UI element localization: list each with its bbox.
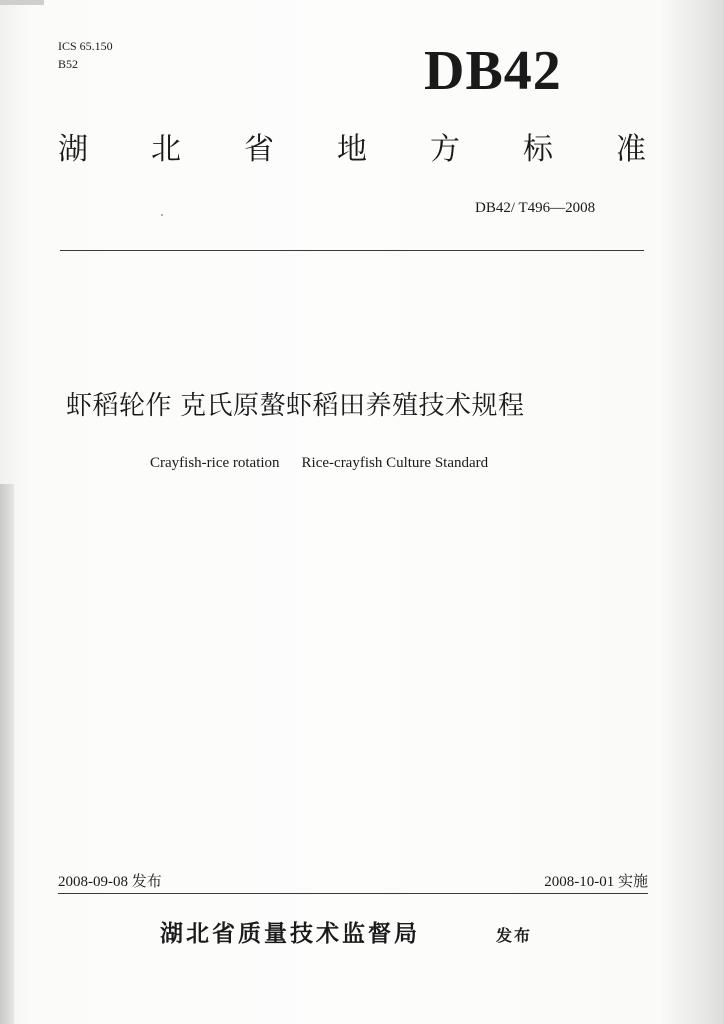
standard-type-char: 省 (244, 132, 274, 167)
footer-rule (58, 893, 648, 894)
title-chinese (66, 386, 666, 426)
implementation-date: 2008-10-01 实施 (544, 874, 648, 890)
standard-type-char: 准 (616, 132, 646, 167)
scan-left-edge (0, 484, 14, 1024)
standard-type-heading (58, 130, 646, 170)
issue-date: 2008-09-08 发布 (58, 874, 162, 890)
standard-type-char: 湖 (58, 132, 88, 167)
ics-code: ICS 65.150 (58, 39, 113, 53)
standard-number: DB42/ T496—2008 (475, 200, 596, 216)
standard-type-char: 地 (337, 132, 367, 167)
scan-speck (161, 214, 163, 216)
title-english (150, 452, 488, 474)
standard-type-char: 方 (430, 132, 460, 167)
title-en-part2: Rice-crayfish Culture Standard (301, 455, 489, 471)
title-cn-part2: 克氏原螯虾稻田养殖技术规程 (180, 391, 525, 421)
header-rule (60, 250, 644, 251)
db-code-logo: DB42 (424, 40, 562, 102)
ccs-code: B52 (58, 57, 79, 71)
issuing-authority: 湖北省质量技术监督局 (160, 920, 420, 947)
standard-type-char: 北 (151, 132, 181, 167)
classification-codes (58, 37, 113, 73)
issuing-authority-suffix: 发布 (496, 926, 533, 945)
title-en-part1: Crayfish-rice rotation (150, 455, 280, 471)
scan-edge-mark (0, 0, 44, 5)
standard-type-char: 标 (523, 132, 553, 167)
title-cn-part1: 虾稻轮作 (66, 391, 173, 421)
